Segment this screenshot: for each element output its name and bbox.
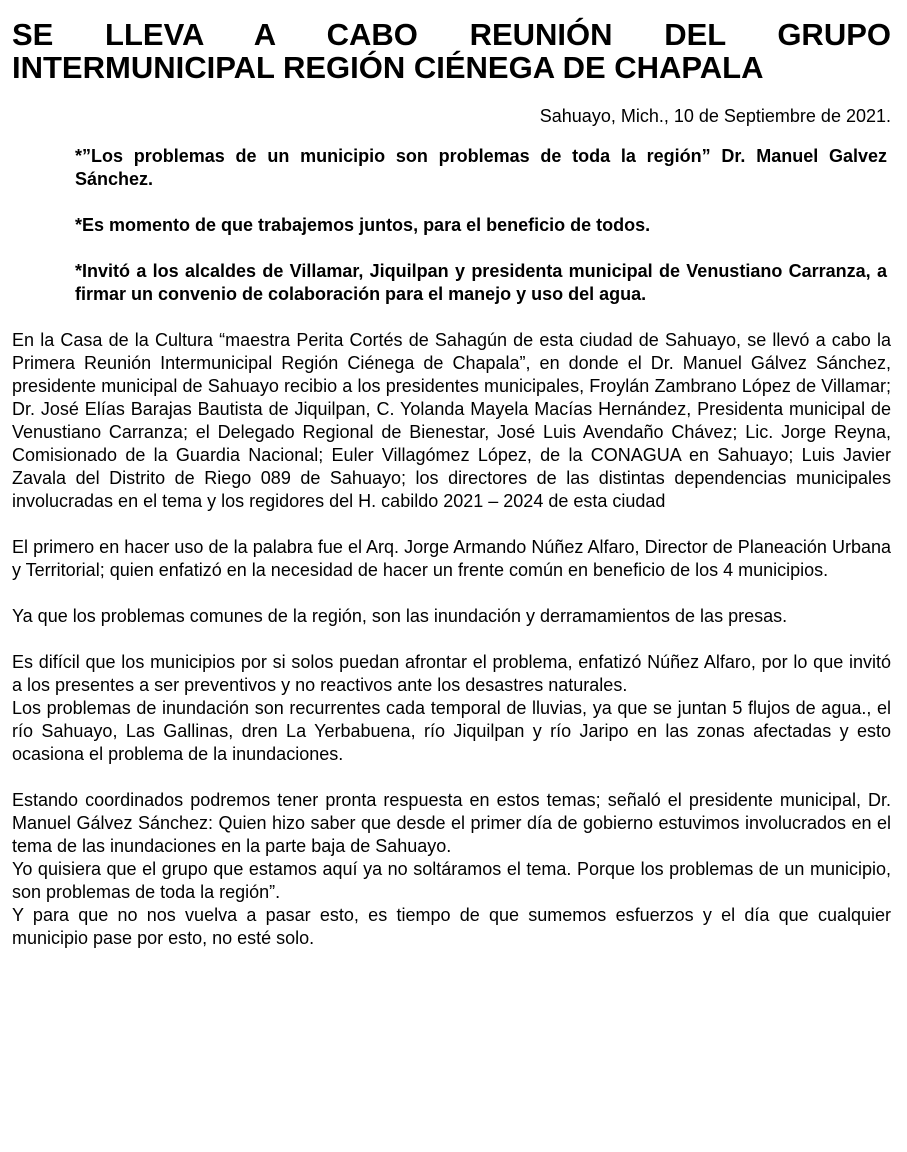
body-paragraph: Los problemas de inundación son recurrentes cada temporal de lluvias, ya que se juntan 5 flujos de agua., el río Sahuayo, Las Gallinas, dren La Yerbabuena, río Jiquilpan y río Jaripo en las zonas afectadas y esto ocasiona el problema de la inundaciones.	[12, 698, 891, 764]
body-paragraph: Ya que los problemas comunes de la región, son las inundación y derramamientos de las presas.	[12, 606, 788, 626]
highlight-item: *Invitó a los alcaldes de Villamar, Jiquilpan y presidenta municipal de Venustiano Carranza, a firmar un convenio de colaboración para el manejo y uso del agua.	[75, 261, 887, 304]
page-title: SE LLEVA A CABO REUNIÓN DEL GRUPO INTERMUNICIPAL REGIÓN CIÉNEGA DE CHAPALA	[12, 17, 891, 85]
body-paragraph: El primero en hacer uso de la palabra fue el Arq. Jorge Armando Núñez Alfaro, Director de Planeación Urbana y Territorial; quien enfatizó en la necesidad de hacer un frente común en beneficio de los 4 municipios.	[12, 537, 891, 580]
article-body	[12, 329, 891, 950]
body-paragraph: Estando coordinados podremos tener pronta respuesta en estos temas; señaló el presidente municipal, Dr. Manuel Gálvez Sánchez: Quien hizo saber que desde el primer día de gobierno estuvimos involucrados en el tema de las inundaciones en la parte baja de Sahuayo.	[12, 790, 891, 856]
highlight-item: *Es momento de que trabajemos juntos, para el beneficio de todos.	[75, 215, 651, 235]
highlight-item: *”Los problemas de un municipio son problemas de toda la región” Dr. Manuel Galvez Sánchez.	[75, 146, 887, 189]
body-paragraph: Yo quisiera que el grupo que estamos aquí ya no soltáramos el tema. Porque los problemas de un municipio, son problemas de toda la región”.	[12, 859, 891, 902]
body-paragraph: En la Casa de la Cultura “maestra Perita Cortés de Sahagún de esta ciudad de Sahuayo, se llevó a cabo la Primera Reunión Intermunicipal Región Ciénega de Chapala”, en donde el Dr. Manuel Gálvez Sánchez, presidente municipal de Sahuayo recibio a los presidentes municipales, Froylán Zambrano López de Villamar; Dr. José Elías Barajas Bautista de Jiquilpan, C. Yolanda Mayela Macías Hernández, Presidenta municipal de Venustiano Carranza; el Delegado Regional de Bienestar, José Luis Avendaño Chávez; Lic. Jorge Reyna, Comisionado de la Guardia Nacional; Euler Villagómez López, de la CONAGUA en Sahuayo; Luis Javier Zavala del Distrito de Riego 089 de Sahuayo; los directores de las distintas dependencias municipales involucradas en el tema y los regidores del H. cabildo 2021 – 2024 de esta ciudad	[12, 330, 891, 511]
body-paragraph: Y para que no nos vuelva a pasar esto, es tiempo de que sumemos esfuerzos y el día que cualquier municipio pase por esto, no esté solo.	[12, 905, 891, 948]
highlights-list	[75, 145, 887, 306]
body-paragraph: Es difícil que los municipios por si solos puedan afrontar el problema, enfatizó Núñez Alfaro, por lo que invitó a los presentes a ser preventivos y no reactivos ante los desastres naturales.	[12, 652, 891, 695]
dateline: Sahuayo, Mich., 10 de Septiembre de 2021.	[539, 106, 891, 126]
press-release	[12, 18, 891, 950]
